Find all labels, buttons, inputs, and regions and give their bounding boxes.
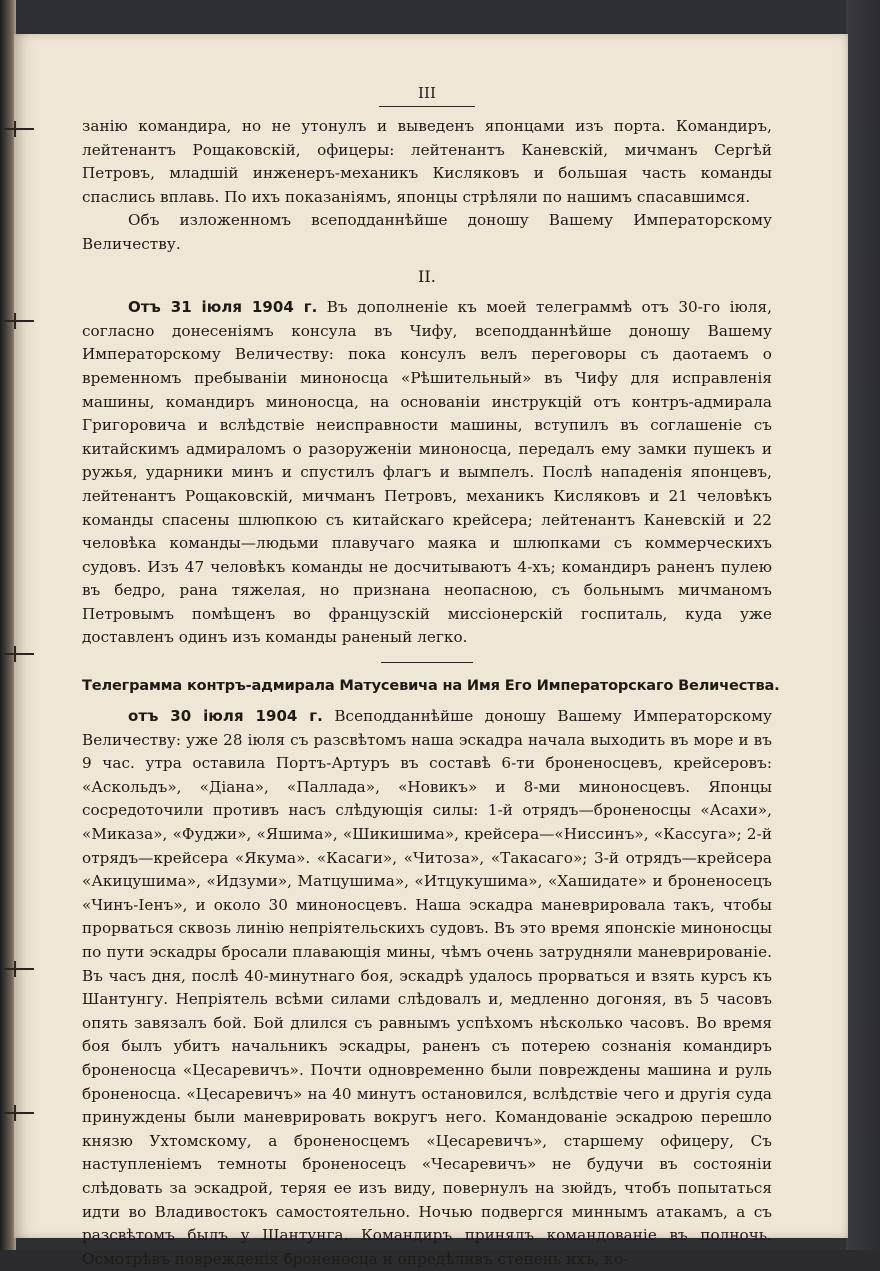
binding-stitch-mark: [4, 653, 34, 655]
telegram-heading: Телеграмма контръ-адмирала Матусевича на Имя Его Императорскаго Величества.: [82, 677, 780, 695]
binding-stitch-mark: [4, 128, 34, 130]
section-2-date: Отъ 31 іюля 1904 г.: [128, 298, 318, 317]
binding-stitch-mark: [4, 1112, 34, 1114]
continued-paragraph: занію командира, но не утонулъ и выведенъ японцами изъ порта. Командиръ, лейтенантъ Рощаковскій, офицеры: лейтенантъ Каневскій, мичманъ Сергѣй Петровъ, младшій инженеръ-механикъ Кисляковъ и большая часть команды спаслись вплавь. По ихъ показаніямъ, японцы стрѣляли по нашимъ спасавшимся.: [82, 117, 772, 206]
page-number-rule: [379, 106, 475, 107]
section-2-body: Въ дополненіе къ моей телеграммѣ отъ 30-го іюля, согласно донесеніямъ консула въ Чифу, всеподданнѣйше доношу Вашему Императорскому Величеству: пока консулъ велъ переговоры съ даотаемъ о временномъ пребываніи миноносца «Рѣшительный» въ Чифу для исправленія машины, командиръ миноносца, на основаніи инструкцій отъ контръ-адмирала Григоровича и вслѣдствіе неисправности машины, вступилъ въ соглашеніе съ китайскимъ адмираломъ о разоруженіи миноносца, передалъ ему замки пушекъ и ружья, ударники минъ и спустилъ флагъ и вымпелъ. Послѣ нападенія японцевъ, лейтенантъ Рощаковскій, мичманъ Петровъ, механикъ Кисляковъ и 21 человѣкъ команды спасены шлюпкою съ китайскаго крейсера; лейтенантъ Каневскій и 22 человѣка команды—людьми плавучаго маяка и шлюпками съ коммерческихъ судовъ. Изъ 47 человѣкъ команды не досчитываютъ 4-хъ; командиръ раненъ пулею въ бедро, рана тяжелая, но признана неопасною, съ больнымъ мичманомъ Петровымъ помѣщенъ во французскій миссіонерскій госпиталь, куда уже доставленъ одинъ изъ команды раненый легко.: [82, 298, 772, 647]
binding-stitch-mark: [4, 320, 34, 322]
binding-stitch-mark: [4, 968, 34, 970]
page-number: III: [418, 84, 436, 102]
book-cover-edge: [846, 0, 880, 1250]
page-text-block: [82, 84, 780, 1271]
telegram-body: Всеподданнѣйше доношу Вашему Императорскому Величеству: уже 28 іюля съ разсвѣтомъ наша эскадра начала выходить въ море и въ 9 час. утра оставила Портъ-Артуръ въ составѣ 6-ти броненосцевъ, крейсеровъ: «Аскольдъ», «Діана», «Паллада», «Новикъ» и 8-ми миноносцевъ. Японцы сосредоточили противъ насъ слѣдующія силы: 1-й отрядъ—броненосцы «Асахи», «Миказа», «Фуджи», «Яшима», «Шикишима», крейсера—«Ниссинъ», «Кассуга»; 2-й отрядъ—крейсера «Якума». «Касаги», «Читоза», «Такасаго»; 3-й отрядъ—крейсера «Акицушима», «Идзуми», Матцушима», «Итцукушима», «Хашидате» и броненосецъ «Чинъ-Іенъ», и около 30 миноносцевъ. Наша эскадра маневрировала такъ, чтобы прорваться сквозь линію непріятельскихъ судовъ. Въ это время японскіе миноносцы по пути эскадры бросали плавающія мины, чѣмъ очень затрудняли маневрированіе. Въ часъ дня, послѣ 40-минутнаго боя, эскадрѣ удалось прорваться и взять курсъ къ Шантунгу. Непріятель всѣми силами слѣдовалъ и, медленно догоняя, въ 5 часовъ опять завязалъ бой. Бой длился съ равнымъ успѣхомъ нѣсколько часовъ. Во время боя былъ убитъ начальникъ эскадры, раненъ съ потерею сознанія командиръ броненосца «Цесаревичъ». Почти одновременно были повреждены машина и руль броненосца. «Цесаревичъ» на 40 минутъ остановился, вслѣдствіе чего и другія суда принуждены были маневрировать вокругъ него. Командованіе эскадрою перешло князю Ухтомскому, а броненосцемъ «Цесаревичъ», старшему офицеру, Съ наступленіемъ темноты броненосецъ «Чесаревичъ» не будучи въ состояніи слѣдовать за эскадрой, теряя ее изъ виду, повернулъ на зюйдъ, чтобъ попытаться идти во Владивостокъ самостоятельно. Ночью подвергся миннымъ атакамъ, а съ разсвѣтомъ былъ у Шантунга. Командиръ принялъ командованіе въ полночь. Осмотрѣвъ поврежденія броненосца и опредѣливъ степень ихъ, ко-: [82, 707, 772, 1268]
section-2-paragraph: [82, 296, 772, 650]
section-number: II.: [418, 266, 436, 286]
section-divider: [381, 662, 473, 663]
telegram-paragraph: [82, 705, 772, 1271]
telegram-date: отъ 30 іюля 1904 г.: [128, 707, 323, 726]
closing-paragraph: Объ изложенномъ всеподданнѣйше доношу Вашему Императорскому Величеству.: [82, 211, 772, 253]
